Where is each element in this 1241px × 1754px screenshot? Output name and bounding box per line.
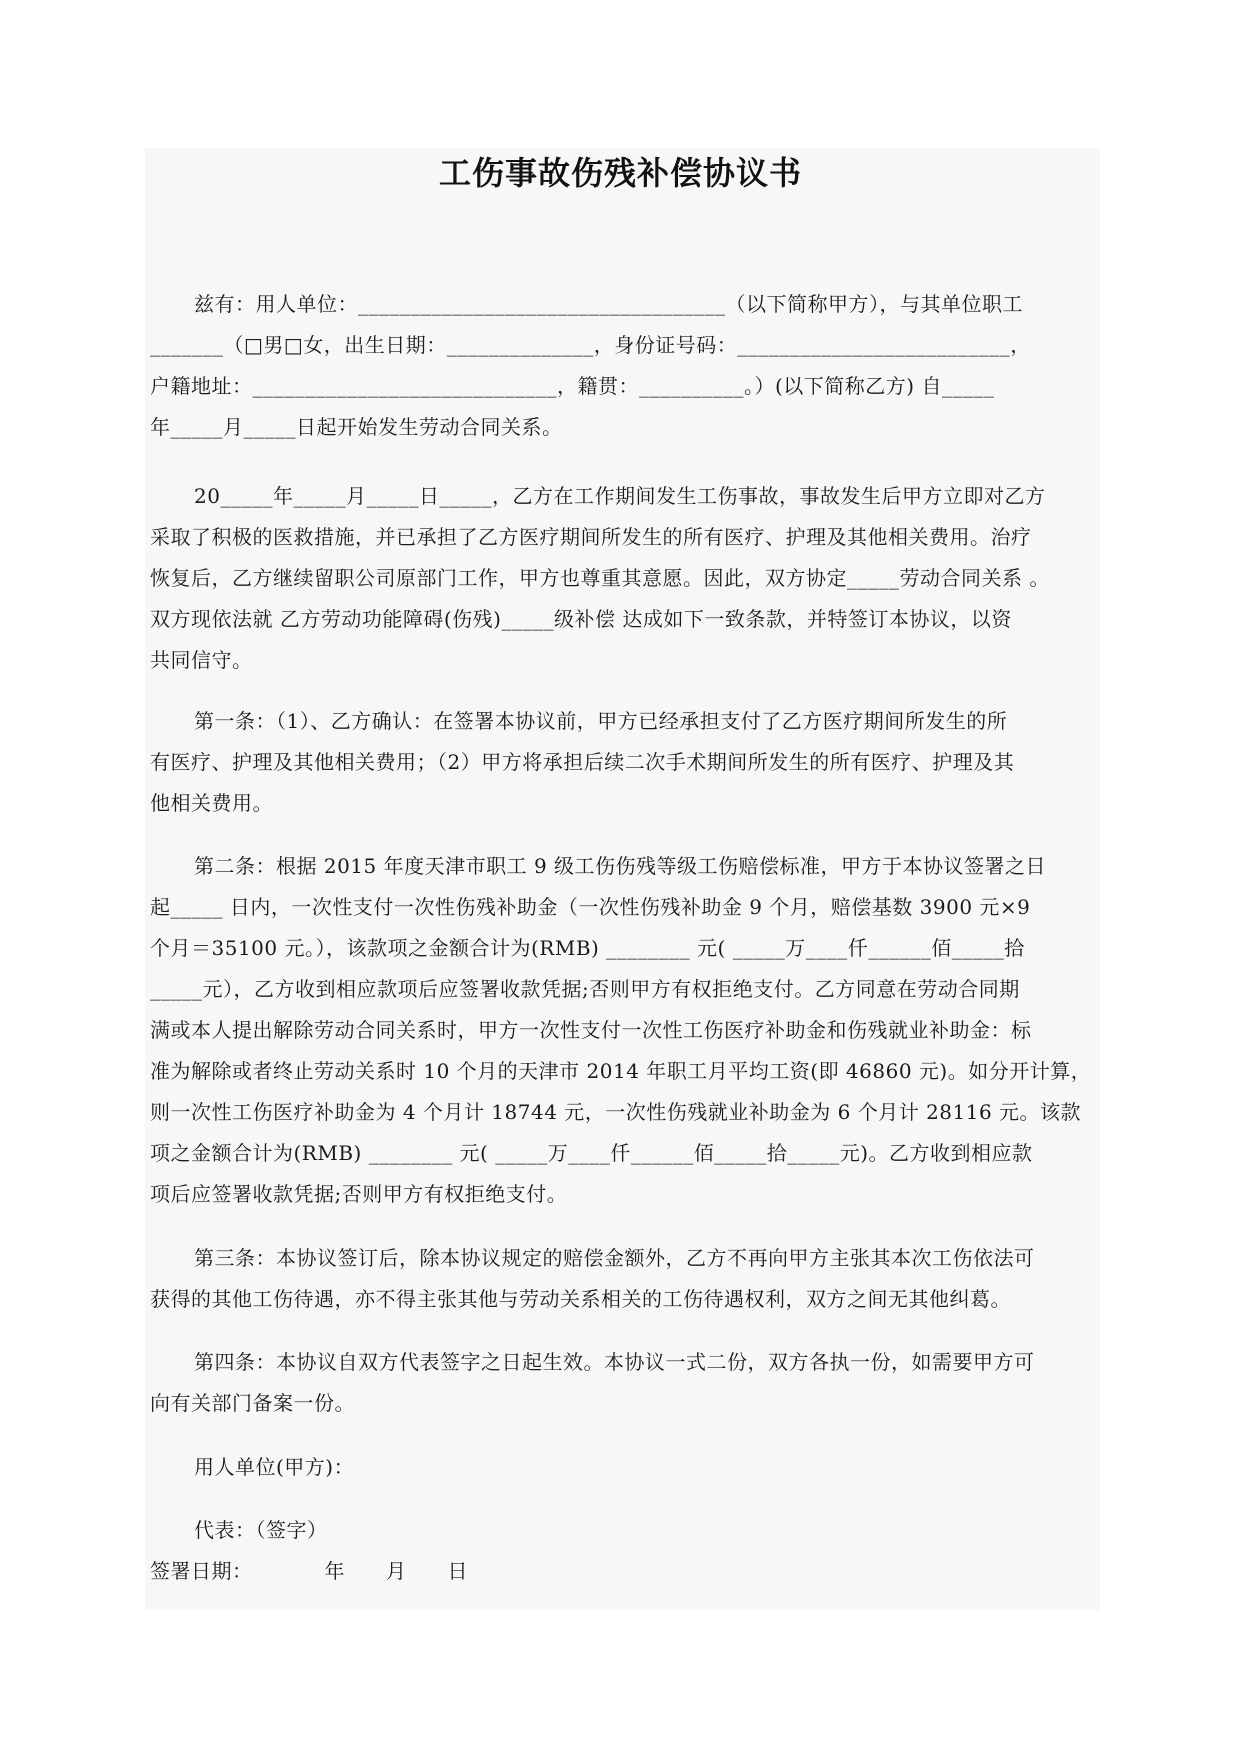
article-2-line-7: 则一次性工伤医疗补助金为 4 个月计 18744 元，一次性伤残就业补助金为 6 个月计 28116 元。该款 (150, 1100, 1082, 1124)
article-4-line-2: 向有关部门备案一份。 (150, 1391, 355, 1415)
paragraph-intro-line-4: 年_____月_____日起开始发生劳动合同关系。 (150, 415, 563, 439)
article-2-line-1: 第二条：根据 2015 年度天津市职工 9 级工伤伤残等级工伤赔偿标准，甲方于本协议签署之日 (194, 854, 1047, 878)
article-1-line-3: 他相关费用。 (150, 791, 273, 815)
article-2-line-3: 个月＝35100 元。），该款项之金额合计为(RMB) ________ 元( _____万____仟______佰_____拾 (150, 936, 1025, 960)
article-4-line-1: 第四条：本协议自双方代表签字之日起生效。本协议一式二份，双方各执一份，如需要甲方可 (194, 1350, 1035, 1374)
article-1-line-2: 有医疗、护理及其他相关费用；（2）甲方将承担后续二次手术期间所发生的所有医疗、护理及其 (150, 750, 1015, 774)
paragraph-intro-line-3: 户籍地址：_____________________________，籍贯：__________。）(以下简称乙方) 自_____ (150, 374, 995, 398)
article-2-line-4: _____元），乙方收到相应款项后应签署收款凭据;否则甲方有权拒绝支付。乙方同意在劳动合同期 (150, 977, 1020, 1001)
paragraph-accident-line-2: 采取了积极的医救措施，并已承担了乙方医疗期间所发生的所有医疗、护理及其他相关费用。治疗 (150, 525, 1032, 549)
article-2-line-8: 项之金额合计为(RMB) ________ 元( _____万____仟______佰_____拾_____元)。乙方收到相应款 (150, 1141, 1033, 1165)
article-2-line-6: 准为解除或者终止劳动关系时 10 个月的天津市 2014 年职工月平均工资(即 46860 元)。如分开计算， (150, 1059, 1092, 1083)
article-3-line-1: 第三条：本协议签订后，除本协议规定的赔偿金额外，乙方不再向甲方主张其本次工伤依法可 (194, 1246, 1035, 1270)
paragraph-accident-line-3: 恢复后，乙方继续留职公司原部门工作，甲方也尊重其意愿。因此，双方协定_____劳动合同关系 。 (150, 566, 1050, 590)
article-2-line-5: 满或本人提出解除劳动合同关系时，甲方一次性支付一次性工伤医疗补助金和伤残就业补助金：标 (150, 1018, 1032, 1042)
paragraph-intro-line-2: _______（□男□女，出生日期：______________，身份证号码：__________________________， (150, 333, 1031, 357)
paragraph-intro-line-1: 兹有：用人单位：___________________________________（以下简称甲方），与其单位职工 (194, 292, 1023, 316)
signing-date-label: 签署日期： 年 月 日 (150, 1559, 468, 1583)
article-2-line-9: 项后应签署收款凭据;否则甲方有权拒绝支付。 (150, 1182, 568, 1206)
document-title: 工伤事故伤残补偿协议书 (438, 154, 802, 192)
article-3-line-2: 获得的其他工伤待遇，亦不得主张其他与劳动关系相关的工伤待遇权利，双方之间无其他纠葛。 (150, 1287, 1011, 1311)
paragraph-accident-line-5: 共同信守。 (150, 648, 253, 672)
paragraph-accident-line-4: 双方现依法就 乙方劳动功能障碍(伤残)_____级补偿 达成如下一致条款，并特签订本协议，以资 (150, 607, 1012, 631)
article-1-line-1: 第一条：（1）、乙方确认：在签署本协议前，甲方已经承担支付了乙方医疗期间所发生的所 (194, 709, 1008, 733)
representative-signature-label: 代表：（签字） (194, 1518, 328, 1542)
paragraph-accident-line-1: 20_____年_____月_____日_____，乙方在工作期间发生工伤事故，事故发生后甲方立即对乙方 (194, 484, 1046, 508)
article-2-line-2: 起_____ 日内，一次性支付一次性伤残补助金（一次性伤残补助金 9 个月，赔偿基数 3900 元×9 (150, 895, 1031, 919)
employer-signature-label: 用人单位(甲方)： (194, 1455, 355, 1479)
